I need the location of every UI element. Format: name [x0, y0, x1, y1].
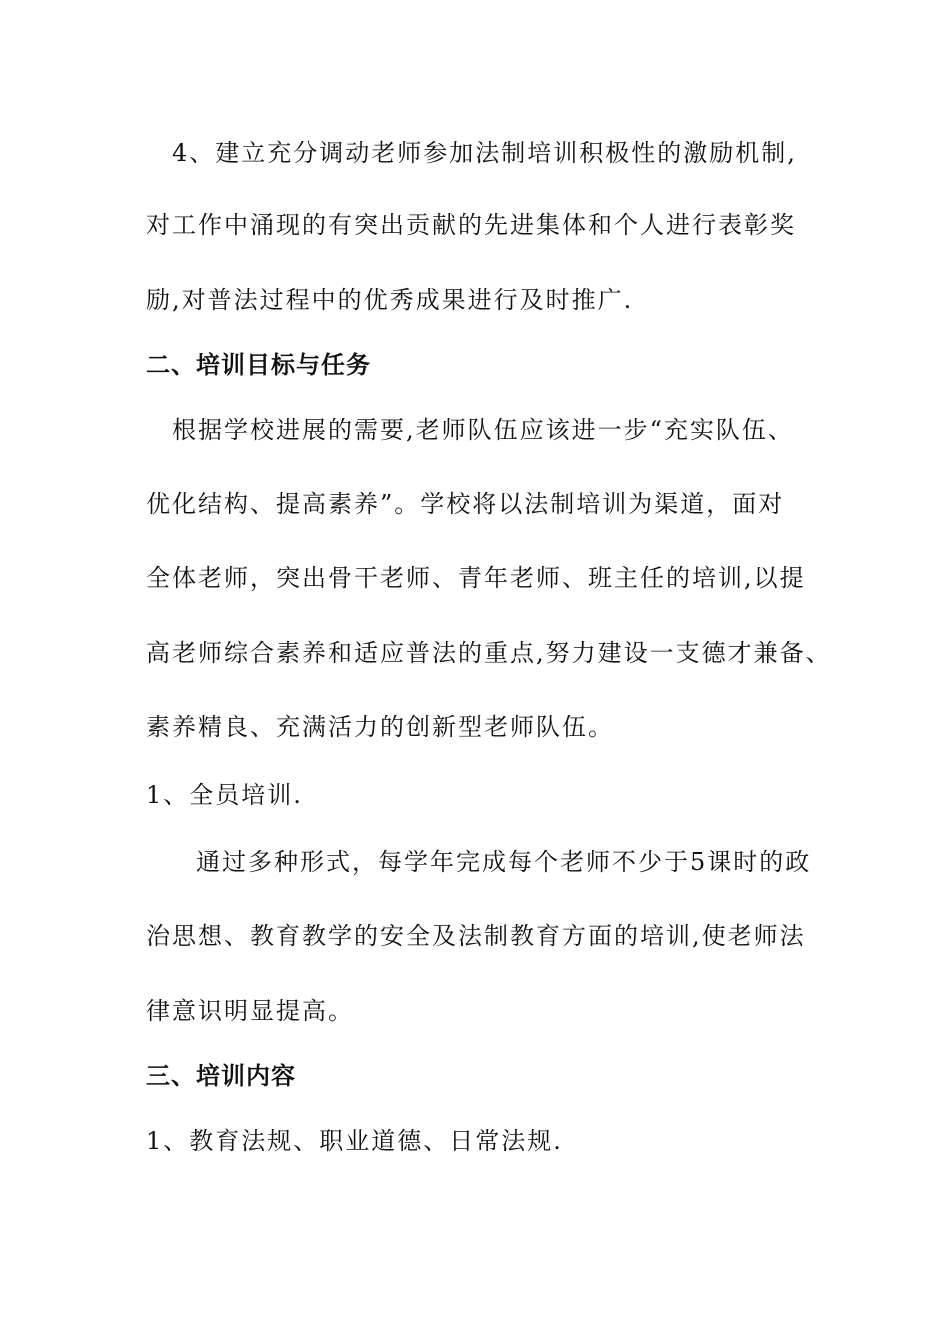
paragraph-line: 优化结构、提高素养”。学校将以法制培训为渠道，面对 [146, 490, 785, 518]
paragraph-line: 4、建立充分调动老师参加法制培训积极性的激励机制, [172, 139, 797, 167]
paragraph-line: 高老师综合素养和适应普法的重点,努力建设一支德才兼备、 [146, 639, 832, 667]
paragraph-line: 励,对普法过程中的优秀成果进行及时推广. [146, 286, 634, 314]
paragraph-line: 通过多种形式，每学年完成每个老师不少于5课时的政 [196, 848, 812, 876]
paragraph-line: 全体老师，突出骨干老师、青年老师、班主任的培训,以提 [146, 564, 806, 592]
section-heading: 二、培训目标与任务 [146, 351, 371, 379]
paragraph-line: 素养精良、充满活力的创新型老师队伍。 [146, 713, 614, 741]
paragraph-line: 根据学校进展的需要,老师队伍应该进一步“充实队伍、 [172, 416, 794, 444]
list-item: 1、全员培训. [146, 781, 303, 809]
paragraph-line: 治思想、教育教学的安全及法制教育方面的培训,使老师法 [146, 922, 806, 950]
paragraph-line: 律意识明显提高。 [146, 997, 354, 1025]
section-heading: 三、培训内容 [146, 1062, 296, 1090]
list-item: 1、教育法规、职业道德、日常法规. [146, 1127, 563, 1155]
paragraph-line: 对工作中涌现的有突出贡献的先进集体和个人进行表彰奖 [146, 211, 796, 239]
